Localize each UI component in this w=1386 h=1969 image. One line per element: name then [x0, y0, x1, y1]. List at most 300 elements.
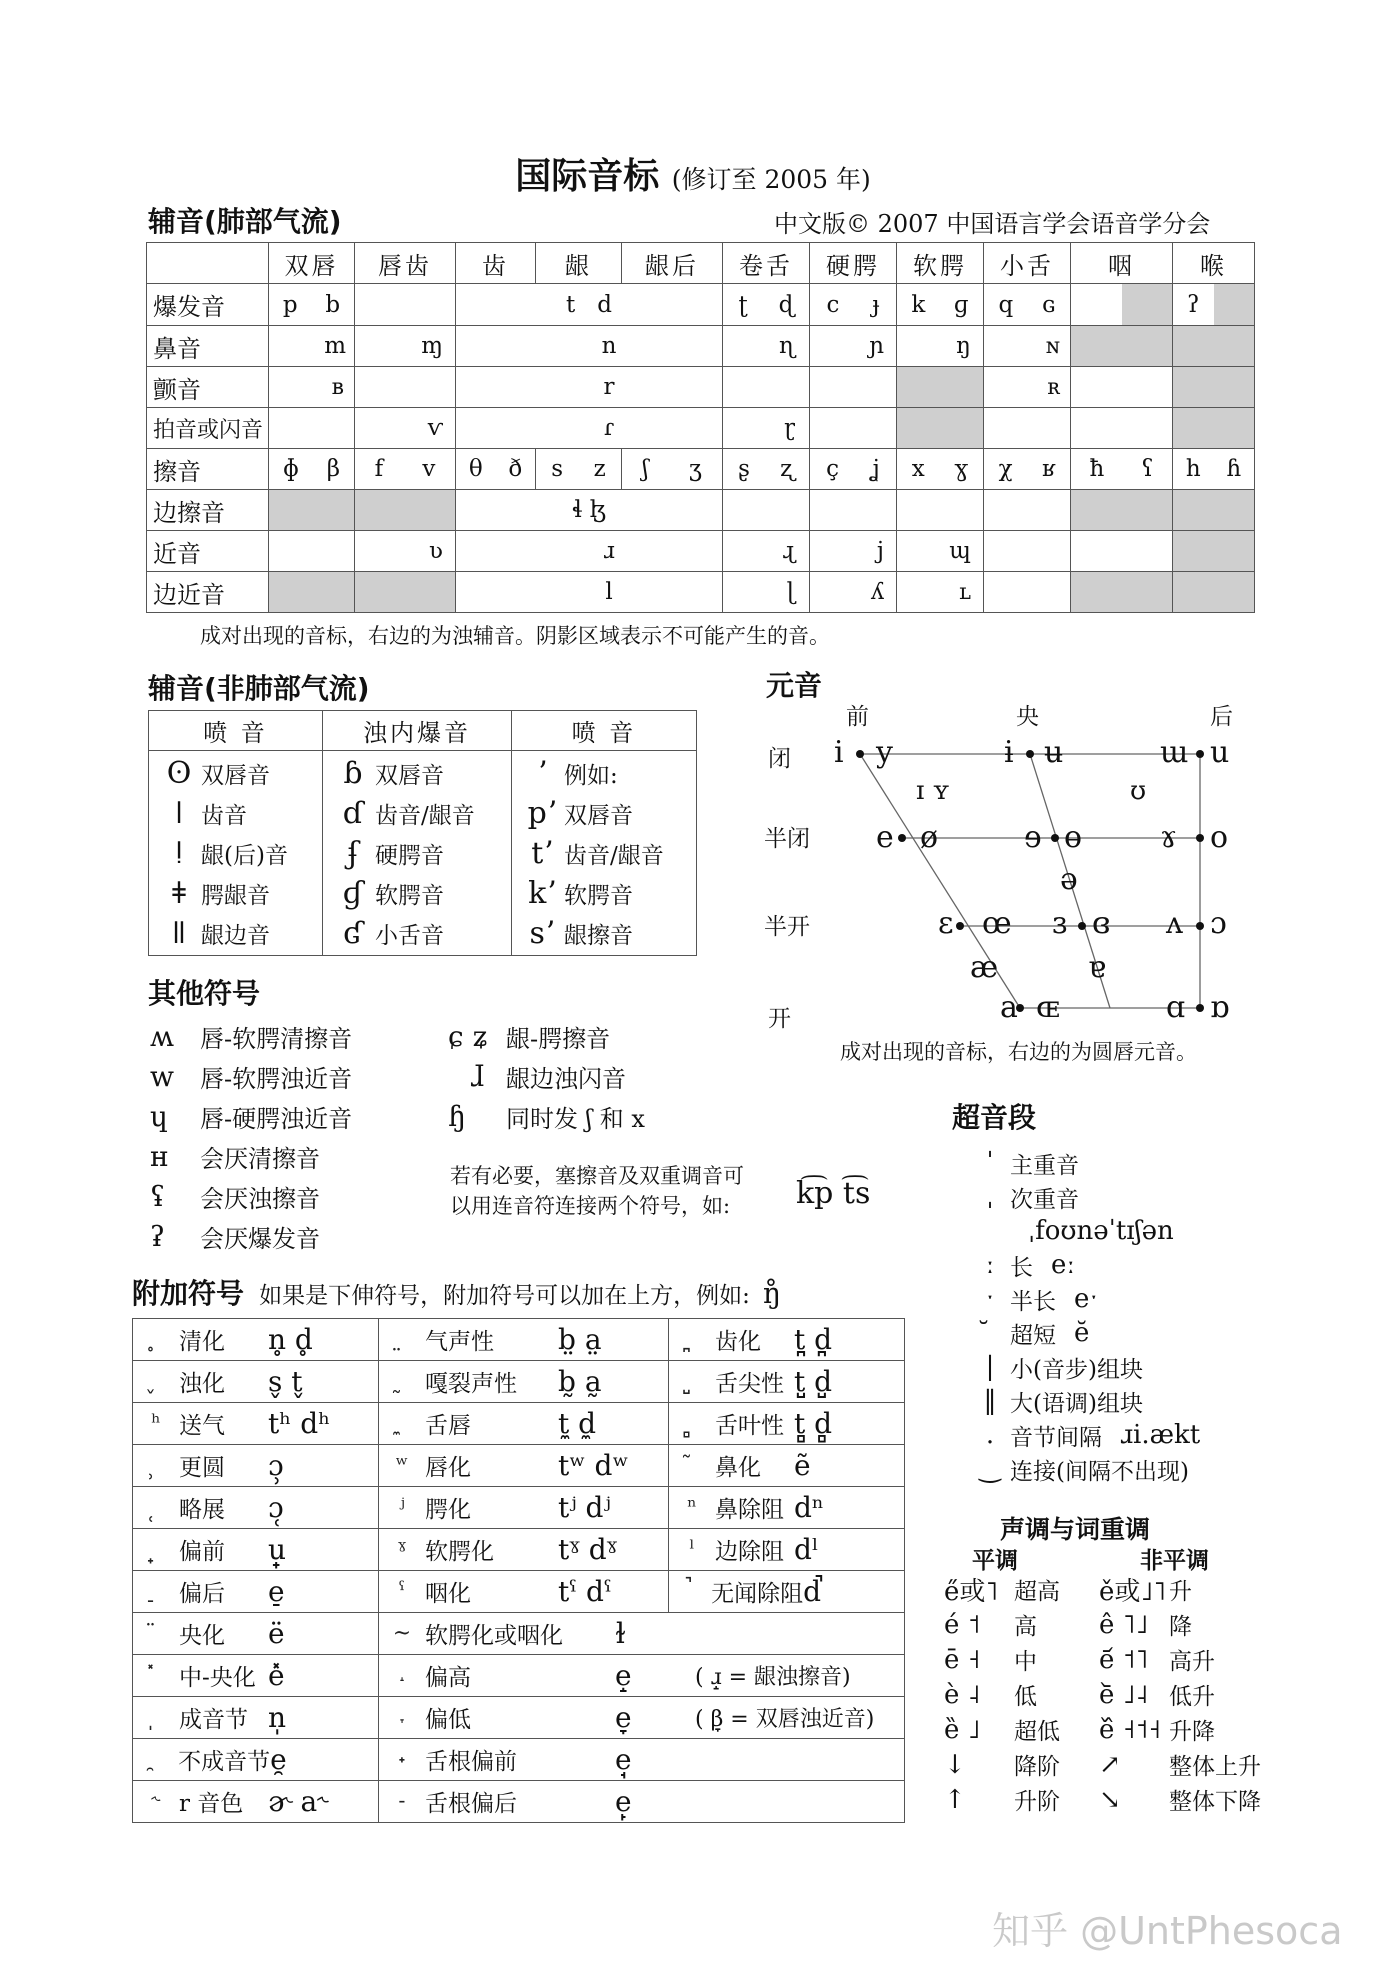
- suprasegmental-item: [970, 1350, 1310, 1384]
- diacritic-row: [133, 1361, 905, 1403]
- diacritic-mark: [133, 1705, 179, 1730]
- diacritic-example: ɔ̹: [268, 1449, 284, 1482]
- diacritic-mark: ˠ: [397, 1537, 407, 1562]
- tone-level-symbol: e̋或˥: [944, 1577, 999, 1607]
- ejective-label: 软腭音: [564, 882, 633, 909]
- diacritic-example: ɚ a˞: [268, 1785, 329, 1818]
- diacritic-mark: [669, 1453, 715, 1478]
- vowel-symbol: e: [876, 820, 894, 855]
- suprasegmental-item: [970, 1146, 1310, 1180]
- ipa-symbol: ʄ: [347, 835, 359, 871]
- ipa-symbol: ʋ: [355, 531, 456, 572]
- diacritic-example: n̥ d̥: [268, 1323, 313, 1356]
- place-velar: 软腭: [897, 243, 984, 284]
- ipa-symbol: ʕ: [1141, 456, 1154, 482]
- tone-row: [944, 1782, 1284, 1817]
- suprasegmental-label: 主重音: [1010, 1152, 1079, 1179]
- ipa-symbol: ɰ: [897, 531, 984, 572]
- ipa-symbol: ǃ: [174, 835, 184, 871]
- row-trill: [147, 367, 1255, 408]
- diacritic-mark: [669, 1411, 715, 1436]
- tone-row: [944, 1677, 1284, 1712]
- title-subtitle: (修订至 2005 年): [671, 165, 871, 194]
- diacritic-example: e̽: [268, 1659, 285, 1692]
- diacritic-note: ( ɹ̝ = 龈浊擦音): [695, 1665, 851, 1690]
- suprasegmental-mark: ˑ: [985, 1284, 995, 1314]
- diacritic-example: dˡ: [794, 1533, 819, 1566]
- vowel-symbol: æ: [970, 950, 999, 985]
- diacritic-label: 舌根偏前: [425, 1749, 517, 1775]
- vowel-symbol: ʌ: [1166, 906, 1183, 941]
- ipa-symbol: ɻ: [723, 531, 810, 572]
- implosive-label: 小舌音: [375, 922, 444, 949]
- diacritic-label: 边除阻: [715, 1539, 784, 1565]
- tone-contour-label: 整体上升: [1169, 1754, 1261, 1780]
- vowels-heading: 元音: [766, 669, 823, 702]
- tone-level-label: 超低: [1014, 1719, 1060, 1745]
- tone-level-label: 降阶: [1014, 1754, 1060, 1780]
- vowel-symbol: i: [834, 735, 844, 770]
- ipa-symbol: χ: [998, 456, 1013, 482]
- vowel-dot: [1026, 750, 1034, 758]
- other-label: 会厌清擦音: [200, 1144, 320, 1173]
- ipa-symbol: ɭ: [723, 572, 810, 613]
- diacritic-mark: ˕: [398, 1705, 406, 1731]
- ipa-symbol: tʼ: [531, 835, 553, 871]
- diacritic-note: ( β̞ = 双唇浊近音): [695, 1707, 875, 1732]
- diacritic-label: 舌叶性: [715, 1413, 784, 1439]
- tone-contour-symbol: e᷈ ˧˦˧: [1099, 1714, 1162, 1745]
- ipa-symbol: ɺ: [469, 1059, 485, 1093]
- diacritic-label: 唇化: [425, 1455, 471, 1481]
- diacritic-example: tʷ dʷ: [558, 1449, 629, 1482]
- place-pharyngeal: 咽: [1071, 243, 1173, 284]
- vowel-symbol: y: [876, 735, 893, 770]
- diacritic-example: ẽ: [794, 1449, 811, 1482]
- diacritic-example: ë: [268, 1617, 285, 1650]
- diacritic-label: 清化: [179, 1329, 225, 1355]
- other-left-list: [150, 1016, 450, 1256]
- diacritic-label: 偏后: [179, 1581, 225, 1607]
- row-lateral-approximant: [147, 572, 1255, 613]
- diacritic-example: b̤ a̤: [558, 1323, 602, 1356]
- ipa-symbol: ç: [826, 456, 840, 482]
- diacritic-row: [133, 1529, 905, 1571]
- diacritic-mark: [133, 1663, 179, 1688]
- diacritic-row: [133, 1445, 905, 1487]
- vowel-row-closemid: 半闭: [764, 826, 810, 852]
- place-retroflex: 卷舌: [723, 243, 810, 284]
- tone-level-symbol: ↓: [944, 1749, 966, 1780]
- ipa-symbol: ɴ: [984, 326, 1071, 367]
- manner-lateral-fricative: 边擦音: [147, 490, 269, 531]
- other-label: 龈边浊闪音: [506, 1064, 626, 1093]
- diacritic-label: 软腭化: [425, 1539, 494, 1565]
- diacritic-mark: ˔: [398, 1663, 406, 1689]
- diacritic-example: e̠: [268, 1575, 285, 1608]
- vowel-dot: [1196, 750, 1204, 758]
- vowel-symbol: ø: [920, 820, 939, 855]
- diacritic-mark: [669, 1579, 711, 1604]
- suprasegmental-item: [970, 1282, 1310, 1316]
- ipa-symbol: ɽ: [723, 408, 810, 449]
- diacritic-row: [133, 1403, 905, 1445]
- implosive-label: 软腭音: [375, 882, 444, 909]
- manner-trill: 颤音: [147, 367, 269, 408]
- vowel-symbol: ɶ: [1036, 990, 1060, 1025]
- tone-row: [944, 1747, 1284, 1782]
- vowel-trapezoid: [820, 730, 1260, 1030]
- ipa-symbol: h: [1185, 456, 1201, 482]
- affricate-note-line1: 若有必要，塞擦音及双重调音可: [450, 1164, 744, 1188]
- diacritic-mark: [133, 1537, 179, 1562]
- vowel-symbol: ɜ: [1052, 906, 1068, 941]
- diacritic-example: e̯: [270, 1743, 287, 1776]
- suprasegmental-item: [970, 1452, 1310, 1486]
- diacritics-intro-example: ŋ̊: [762, 1277, 781, 1310]
- ipa-symbol: ɓ: [343, 755, 363, 791]
- ipa-symbol: ɦ: [1226, 456, 1242, 482]
- diacritic-mark: [133, 1453, 179, 1478]
- vowel-symbol: ɯ: [1160, 735, 1189, 770]
- diacritic-label: 软腭化或咽化: [425, 1623, 563, 1649]
- ipa-symbol: ʢ: [150, 1179, 166, 1213]
- vowel-symbol: a: [1000, 990, 1018, 1025]
- tone-level-label: 升阶: [1014, 1789, 1060, 1815]
- tone-contour-symbol: ě或˩˥: [1099, 1577, 1167, 1607]
- ipa-symbol: ʝ: [871, 456, 880, 482]
- ipa-symbol: j: [810, 531, 897, 572]
- diacritic-label: 齿化: [715, 1329, 761, 1355]
- other-label: 唇-软腭清擦音: [200, 1024, 353, 1053]
- suprasegmental-item: [970, 1180, 1310, 1214]
- implosive-label: 硬腭音: [375, 842, 444, 869]
- vowel-col-back: 后: [1210, 704, 1233, 730]
- diacritic-row: [133, 1697, 905, 1739]
- ipa-symbol: ʜ: [150, 1139, 169, 1173]
- diacritic-mark: ˗: [398, 1789, 406, 1814]
- diacritic-label: 偏前: [179, 1539, 225, 1565]
- diacritic-row: [133, 1571, 905, 1613]
- tones-contour-header: 非平调: [1140, 1547, 1209, 1574]
- vowel-symbol: ʉ: [1044, 735, 1064, 770]
- tone-contour-label: 整体下降: [1169, 1789, 1261, 1815]
- other-right-list: [448, 1016, 768, 1136]
- other-label: 唇-硬腭浊近音: [200, 1104, 353, 1133]
- ipa-symbol: ŋ: [897, 326, 984, 367]
- suprasegmental-example: ˌfoʊnəˈtɪʃən: [1028, 1216, 1174, 1246]
- tone-contour-symbol: e᷅ ˩˨: [1099, 1679, 1149, 1710]
- other-label: 龈-腭擦音: [506, 1024, 611, 1053]
- copyright-line: 中文版© 2007 中国语言学会语音学分会: [774, 210, 1211, 238]
- diacritic-label: 更圆: [179, 1455, 225, 1481]
- diacritic-example: tʰ dʰ: [268, 1407, 331, 1440]
- diacritic-example: d̚: [803, 1575, 822, 1608]
- place-uvular: 小舌: [984, 243, 1071, 284]
- ipa-symbol: ɗ: [342, 795, 364, 831]
- ipa-symbol: ɸ: [282, 456, 299, 482]
- ipa-symbol: ʔ: [1187, 291, 1200, 318]
- diacritic-example: t̻ d̻: [794, 1407, 833, 1440]
- ipa-symbol: ʘ: [166, 755, 192, 791]
- ipa-symbol: ⱱ: [355, 408, 456, 449]
- ipa-symbol: ǁ: [171, 915, 187, 951]
- tone-row: [944, 1607, 1284, 1642]
- vowel-symbol: ə: [1060, 862, 1078, 897]
- ipa-symbol: n: [456, 326, 723, 367]
- diacritic-example: t̪ d̪: [794, 1323, 833, 1356]
- page-title: [0, 148, 1386, 199]
- vowel-dot: [956, 922, 964, 930]
- diacritic-mark: [133, 1579, 179, 1604]
- suprasegmental-label: 大(语调)组块: [1010, 1390, 1143, 1417]
- vowel-symbol: œ: [982, 906, 1012, 941]
- diacritic-label: 中-央化: [179, 1665, 256, 1691]
- ipa-symbol: ħ: [1089, 456, 1105, 482]
- tone-row: [944, 1712, 1284, 1747]
- diacritic-label: 腭化: [425, 1497, 471, 1523]
- diacritic-row: [133, 1613, 905, 1655]
- ipa-symbol: m: [269, 326, 355, 367]
- ipa-symbol: ʛ: [343, 915, 363, 951]
- row-fricative: [147, 449, 1255, 490]
- diacritic-mark: ʷ: [395, 1453, 409, 1478]
- diacritic-label: 无闻除阻: [711, 1581, 804, 1607]
- diacritic-label: 不成音节: [178, 1749, 271, 1775]
- tone-level-symbol: é ˦: [944, 1609, 981, 1640]
- nonpulmonic-table: [148, 710, 697, 956]
- diacritic-example: n̩: [268, 1701, 287, 1734]
- ipa-symbol: k: [911, 291, 926, 318]
- tone-contour-label: 低升: [1169, 1684, 1215, 1710]
- suprasegmental-item: [970, 1316, 1310, 1350]
- pulmonic-heading: 辅音(肺部气流): [148, 205, 342, 238]
- vowel-symbol: ʊ: [1130, 776, 1147, 806]
- title-main: 国际音标: [515, 155, 660, 197]
- watermark: 知乎 @UntPhesoca: [992, 1909, 1343, 1953]
- other-label: 唇-软腭浊近音: [200, 1064, 353, 1093]
- diacritic-row: [133, 1655, 905, 1697]
- tie-bar-examples: k͡p t͡s: [796, 1176, 871, 1211]
- tone-level-symbol: ē ˧: [944, 1644, 981, 1675]
- suprasegmental-mark: ː: [985, 1250, 995, 1280]
- ipa-symbol: ʂ: [738, 456, 750, 482]
- diacritic-mark: [133, 1327, 179, 1352]
- diacritic-mark: ⁿ: [687, 1495, 697, 1520]
- diacritic-label: 略展: [179, 1497, 225, 1523]
- vowel-symbol: ɞ: [1092, 906, 1111, 941]
- ipa-symbol: ð: [508, 456, 523, 482]
- diacritic-mark: ~: [392, 1621, 412, 1646]
- suprasegmental-mark: [970, 1318, 1010, 1348]
- ipa-symbol: ɬ: [572, 497, 583, 523]
- vowel-symbol: ɑ: [1166, 990, 1186, 1025]
- ipa-symbol: ɳ: [723, 326, 810, 367]
- ipa-symbol: c: [826, 291, 840, 318]
- suprasegmental-mark: ˈ: [986, 1148, 994, 1178]
- ipa-symbol: b: [325, 291, 341, 318]
- place-header-row: [147, 243, 1255, 284]
- ipa-symbol: ɕ ʑ: [448, 1019, 489, 1053]
- ipa-symbol: ʈ: [738, 291, 748, 318]
- diacritic-label: 舌唇: [425, 1413, 471, 1439]
- diacritic-label: 鼻除阻: [715, 1497, 784, 1523]
- diacritic-mark: ˤ: [398, 1579, 406, 1604]
- tone-level-label: 中: [1014, 1649, 1037, 1675]
- ipa-symbol: ɡ: [953, 291, 969, 318]
- diacritic-example: b̰ a̰: [558, 1365, 602, 1398]
- ipa-symbol: pʼ: [527, 795, 557, 831]
- row-nasal: [147, 326, 1255, 367]
- diacritics-heading: 附加符号: [132, 1277, 245, 1310]
- vowel-dot: [856, 750, 864, 758]
- tone-contour-symbol: e᷄ ˦˥: [1099, 1644, 1149, 1675]
- tone-level-label: 高: [1014, 1614, 1037, 1640]
- diacritic-mark: ˖: [398, 1747, 406, 1772]
- manner-plosive: 爆发音: [147, 284, 269, 326]
- ipa-symbol: ʀ: [984, 367, 1071, 408]
- diacritic-mark: [379, 1411, 425, 1436]
- tone-level-symbol: è ˨: [944, 1679, 981, 1710]
- suprasegmental-mark: |: [985, 1352, 995, 1382]
- vowel-row-close: 闭: [768, 746, 791, 772]
- vowel-symbol: ɛ: [938, 906, 954, 941]
- affricate-note-line2: 以用连音符连接两个符号，如:: [450, 1194, 731, 1218]
- suprasegmental-label: 超短: [1010, 1322, 1056, 1349]
- ejective-label: 齿音/龈音: [564, 842, 664, 869]
- suprasegmentals-heading: 超音段: [952, 1101, 1037, 1134]
- ipa-symbol: ʎ: [810, 572, 897, 613]
- ipa-symbol: z: [593, 456, 606, 482]
- vowel-dot: [1196, 922, 1204, 930]
- vowel-dot: [1196, 1004, 1204, 1012]
- ipa-symbol: ɲ: [810, 326, 897, 367]
- suprasegmental-item: [970, 1418, 1310, 1452]
- ejective-label: 双唇音: [564, 802, 633, 829]
- tone-row: [944, 1642, 1284, 1677]
- vowel-symbol: u: [1210, 735, 1230, 770]
- vowel-col-front: 前: [846, 704, 869, 730]
- diacritic-mark: [379, 1327, 425, 1352]
- vowel-symbol: ɔ: [1210, 906, 1227, 941]
- tone-contour-label: 升: [1169, 1579, 1192, 1605]
- ipa-symbol: ʃ: [642, 456, 649, 482]
- tone-contour-symbol: ↘: [1099, 1784, 1121, 1815]
- header-ejectives: 喷 音: [512, 711, 697, 751]
- vowel-symbol: o: [1210, 820, 1229, 855]
- pulmonic-note: 成对出现的音标，右边的为浊辅音。阴影区域表示不可能产生的音。: [200, 624, 830, 648]
- ipa-symbol: w: [150, 1059, 174, 1093]
- row-lateral-fricative: [147, 490, 1255, 531]
- diacritic-label: 舌尖性: [715, 1371, 784, 1397]
- tone-row: [944, 1572, 1284, 1607]
- ipa-symbol: ʍ: [150, 1019, 174, 1053]
- manner-fricative: 擦音: [147, 449, 269, 490]
- tones-heading: 声调与词重调: [1000, 1515, 1151, 1544]
- diacritic-example: u̟: [268, 1533, 287, 1566]
- diacritic-mark: [669, 1327, 715, 1352]
- click-label: 龈边音: [201, 922, 270, 949]
- ipa-symbol: ʼ: [537, 755, 547, 791]
- ipa-symbol: ɟ: [872, 291, 880, 318]
- ipa-symbol: l: [456, 572, 723, 613]
- ipa-symbol: ʡ: [150, 1219, 166, 1253]
- vowel-symbol: ɤ: [1160, 820, 1177, 855]
- manner-approximant: 近音: [147, 531, 269, 572]
- click-label: 双唇音: [201, 762, 270, 789]
- diacritic-example: e̝: [615, 1659, 632, 1692]
- suprasegmental-label: 次重音: [1010, 1186, 1079, 1213]
- ipa-symbol: θ: [468, 456, 483, 482]
- diacritic-label: 成音节: [179, 1707, 248, 1733]
- diacritic-label: 咽化: [425, 1581, 471, 1607]
- row-tap: [147, 408, 1255, 449]
- diacritic-label: 舌根偏后: [425, 1791, 517, 1817]
- vowel-dot: [1051, 834, 1059, 842]
- ipa-symbol: ɹ: [456, 531, 723, 572]
- ipa-symbol: ǀ: [174, 795, 184, 831]
- tone-contour-symbol: ê ˥˩: [1099, 1609, 1149, 1640]
- diacritic-label: 气声性: [425, 1329, 494, 1355]
- diacritic-example: tˤ dˤ: [558, 1575, 612, 1608]
- header-implosives: 浊内爆音: [323, 711, 512, 751]
- diacritic-label: 偏高: [425, 1665, 471, 1691]
- ipa-symbol: ʐ: [780, 456, 794, 482]
- click-label: 龈(后)音: [201, 842, 288, 869]
- diacritic-label: 鼻化: [715, 1455, 761, 1481]
- diacritic-mark: [669, 1369, 715, 1394]
- diacritic-mark: [133, 1369, 179, 1394]
- vowel-dot: [1196, 834, 1204, 842]
- diacritic-example: tˠ dˠ: [558, 1533, 618, 1566]
- ipa-symbol: ɾ: [456, 408, 723, 449]
- diacritic-label: 送气: [179, 1413, 225, 1439]
- diacritic-mark: ʲ: [399, 1495, 405, 1520]
- ipa-symbol: x: [911, 456, 925, 482]
- tones-list: [944, 1572, 1284, 1817]
- ipa-symbol: v: [422, 456, 436, 482]
- ipa-symbol: ɢ: [1042, 291, 1056, 318]
- diacritic-example: tʲ dʲ: [558, 1491, 611, 1524]
- tone-level-symbol: ȅ ˩: [944, 1714, 981, 1745]
- tone-contour-symbol: ↗: [1099, 1749, 1121, 1780]
- diacritic-example: dⁿ: [794, 1491, 825, 1524]
- suprasegmental-item: [970, 1214, 1310, 1248]
- tone-contour-label: 升降: [1169, 1719, 1215, 1745]
- suprasegmental-item: [970, 1384, 1310, 1418]
- vowel-symbol: ɪ ʏ: [916, 776, 950, 806]
- diacritic-row: [133, 1739, 905, 1781]
- ipa-symbol: ɮ: [589, 497, 606, 523]
- ipa-symbol: q: [998, 291, 1014, 318]
- ipa-symbol: t: [566, 291, 576, 318]
- ipa-symbol: ɥ: [150, 1099, 169, 1133]
- suprasegmental-mark: .: [985, 1420, 995, 1450]
- vowel-symbol: ɵ: [1064, 820, 1083, 855]
- place-postalveolar: 龈后: [622, 243, 723, 284]
- suprasegmental-mark: ˌ: [986, 1182, 994, 1212]
- ipa-symbol: ʟ: [897, 572, 984, 613]
- place-dental: 齿: [456, 243, 536, 284]
- implosive-label: 齿音/龈音: [375, 802, 475, 829]
- vowel-row-open: 开: [768, 1006, 791, 1032]
- place-glottal: 喉: [1173, 243, 1255, 284]
- place-alveolar: 龈: [536, 243, 622, 284]
- suprasegmental-label: 半长: [1010, 1288, 1056, 1315]
- ejective-label: 龈擦音: [564, 922, 633, 949]
- nonpulmonic-heading: 辅音(非肺部气流): [148, 672, 370, 705]
- vowel-row-openmid: 半开: [764, 914, 810, 940]
